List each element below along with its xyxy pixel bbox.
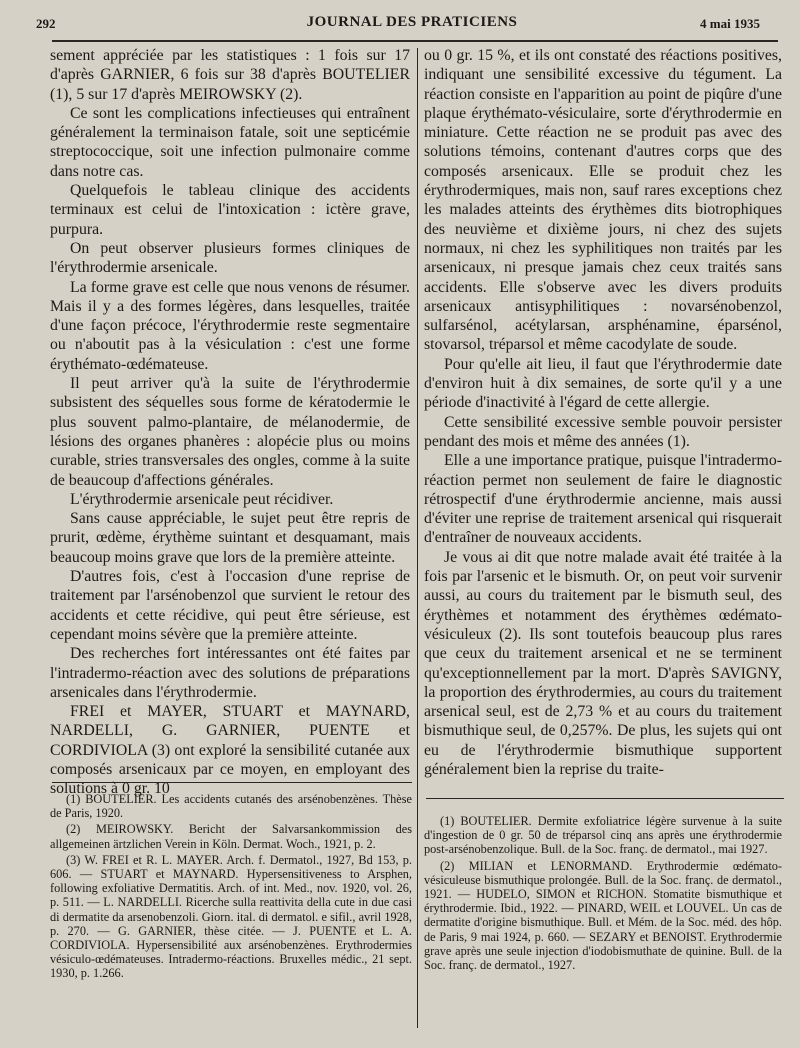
- paragraph: Elle a une importance pratique, puisque l'intradermo-réaction permet non seulement de faire le diagnostic rétrospectif d'une érythrodermie ancienne, mais aussi d'éviter une reprise de traitement arsenical qui risquerait d'entraîner de nouveaux accidents.: [424, 452, 782, 547]
- left-column: [50, 46, 410, 799]
- paragraph: On peut observer plusieurs formes cliniques de l'érythrodermie arsenicale.: [50, 239, 410, 277]
- header-rule: [52, 40, 778, 42]
- paragraph: D'autres fois, c'est à l'occasion d'une reprise de traitement par l'arsénobenzol que survient le retour des accidents et cette récidive, qui peut être sérieuse, est cependant moins sévère que la première atteinte.: [50, 568, 410, 643]
- issue-date: 4 mai 1935: [700, 16, 760, 31]
- footnotes-right: [424, 814, 782, 974]
- footnote: (1) BOUTELIER. Les accidents cutanés des arsénobenzènes. Thèse de Paris, 1920.: [50, 792, 412, 821]
- page-header: [36, 14, 788, 38]
- paragraph: Quelquefois le tableau clinique des accidents terminaux est celui de l'intoxication : ictère grave, purpura.: [50, 182, 410, 238]
- paragraph: La forme grave est celle que nous venons de résumer. Mais il y a des formes légères, dans lesquelles, traitée d'une façon précoce, l'érythrodermie reste segmentaire ou n'aboutit pas à la vésiculation : c'est une forme érythémato-œdémateuse.: [50, 278, 410, 373]
- column-divider: [417, 48, 418, 1028]
- paragraph: Cette sensibilité excessive semble pouvoir persister pendant des mois et même des années (1).: [424, 413, 782, 450]
- paragraph: L'érythrodermie arsenicale peut récidiver.: [70, 490, 334, 508]
- paragraph: Sans cause appréciable, le sujet peut être repris de prurit, œdème, érythème suintant et desquamant, mais beaucoup moins grave que lors de la première atteinte.: [50, 510, 410, 566]
- paragraph: Il peut arriver qu'à la suite de l'érythrodermie subsistent des séquelles sous forme de kératodermie le plus souvent palmo-plantaire, de mélanodermie, de lésions des organes phanères : alopécie plus ou moins curable, stries transversales des ongles, comme à la suite de beaucoup d'affections générales.: [50, 375, 410, 489]
- paragraph: Des recherches fort intéressantes ont été faites par l'intradermo-réaction avec des solutions de préparations arsenicales dans l'érythrodermie.: [50, 645, 410, 701]
- right-column: [424, 46, 782, 779]
- paragraph: ou 0 gr. 15 %, et ils ont constaté des réactions positives, indiquant une sensibilité excessive du tégument. La réaction consiste en l'apparition au point de piqûre d'une plaque érythémato-vésiculaire, sorte d'érythrodermie en miniature. Cette réaction ne se produit pas avec des solutions témoins, contenant d'autres corps que des composés arsenicaux. Elle se produit chez les érythrodermiques, mais non, sauf rares exceptions chez les malades atteints des érythèmes dits biotrophiques des neuvième et dixième jours, ni chez des sujets normaux, ni chez les syphilitiques non traités par les arsenicaux, ni presque jamais chez ceux traités sans accidents. Elle s'observe avec les divers produits arsenicaux antisyphilitiques : novarsénobenzol, sulfarsénol, acétylarsan, arsphénamine, éparsénol, stovarsol, tréparsol et même cacodylate de soude.: [424, 47, 782, 354]
- paragraph: Je vous ai dit que notre malade avait été traitée à la fois par l'arsenic et le bismuth. Or, on peut voir survenir aussi, au cours du traitement par le bismuth seul, des érythèmes et notamment des érythèmes œdémato-vésiculeux (2). Ils sont toutefois beaucoup plus rares que ceux du traitement arsenical et ne se terminent qu'exceptionnellement par la mort. D'après SAVIGNY, la proportion des érythrodermies, au cours du traitement arsenical seul, est de 2,73 % et au cours du traitement bismuthique seul, de 0,257%. De plus, les sujets qui ont eu de l'érythrodermie bismuthique supportent généralement bien la reprise du traite-: [424, 548, 782, 778]
- footnote: (1) BOUTELIER. Dermite exfoliatrice légère survenue à la suite d'ingestion de 0 gr. 50 de tréparsol cinq ans après une érythrodermie post-arsénobenzolique. Bull. de la Soc. franç. de dermatol., mai 1927.: [424, 814, 782, 857]
- footnote-rule-left: [52, 782, 412, 783]
- footnote: (2) MILIAN et LENORMAND. Erythrodermie œdémato-vésiculeuse bismuthique prolongée. Bull. de la Soc. franç. de dermatol., 1921. — HUDELO, SIMON et RICHON. Stomatite bismuthique et érythrodermie. Ibid., 1922. — PINARD, WEIL et LOUVEL. Un cas de dermatite d'origine bismuthique. Bull. et Mém. de la Soc. méd. des hôp. de Paris, 9 mai 1924, p. 660. — SEZARY et BENOIST. Erythrodermie grave après une seule injection d'iodobismuthate de quinine. Bull. de la Soc. franç. de dermatol., 1927.: [424, 858, 782, 973]
- page-number: 292: [36, 16, 56, 31]
- paragraph: FREI et MAYER, STUART et MAYNARD, NARDELLI, G. GARNIER, PUENTE et CORDIVIOLA (3) ont exploré la sensibilité cutanée aux composés arsenicaux par ce moyen, en employant des solutions à 0 gr. 10: [50, 703, 410, 798]
- footnote: (3) W. FREI et R. L. MAYER. Arch. f. Dermatol., 1927, Bd 153, p. 606. — STUART et MAYNARD. Hypersensitiveness to Arsphen, following exfoliative Dermatitis. Arch. of int. Med., nov. 1920, vol. 26, p. 511. — L. NARDELLI. Ricerche sulla reattivita della cute in due casi di dermatite da arsenobenzoli. Giorn. ital. di dermatol. e sifil., avril 1928, p. 270. — G. GARNIER, thèse citée. — J. PUENTE et L. A. CORDIVIOLA. Hypersensibilité aux arsénobenzènes. Erythrodermies vésiculo-œdémateuses. Intradermo-réactions. Bruxelles médic., 21 sept. 1930, p. 1.266.: [50, 852, 412, 981]
- paragraph: sement appréciée par les statistiques : 1 fois sur 17 d'après GARNIER, 6 fois sur 38 d'après BOUTELIER (1), 5 sur 17 d'après MEIROWSKY (2).: [50, 47, 410, 103]
- footnote: (2) MEIROWSKY. Bericht der Salvarsankommission des allgemeinen ärtzlichen Verein in Köln. Dermat. Woch., 1921, p. 2.: [50, 822, 412, 851]
- paragraph: Pour qu'elle ait lieu, il faut que l'érythrodermie date d'environ huit à dix semaines, de sorte qu'il y a une période d'inactivité à l'égard de cette allergie.: [424, 355, 782, 412]
- journal-title: JOURNAL DES PRATICIENS: [306, 14, 518, 30]
- paragraph: Ce sont les complications infectieuses qui entraînent généralement la terminaison fatale, soit une septicémie streptococcique, soit une infection pulmonaire comme dans notre cas.: [50, 104, 410, 180]
- footnotes-left: [50, 792, 412, 983]
- footnote-rule-right: [426, 798, 784, 799]
